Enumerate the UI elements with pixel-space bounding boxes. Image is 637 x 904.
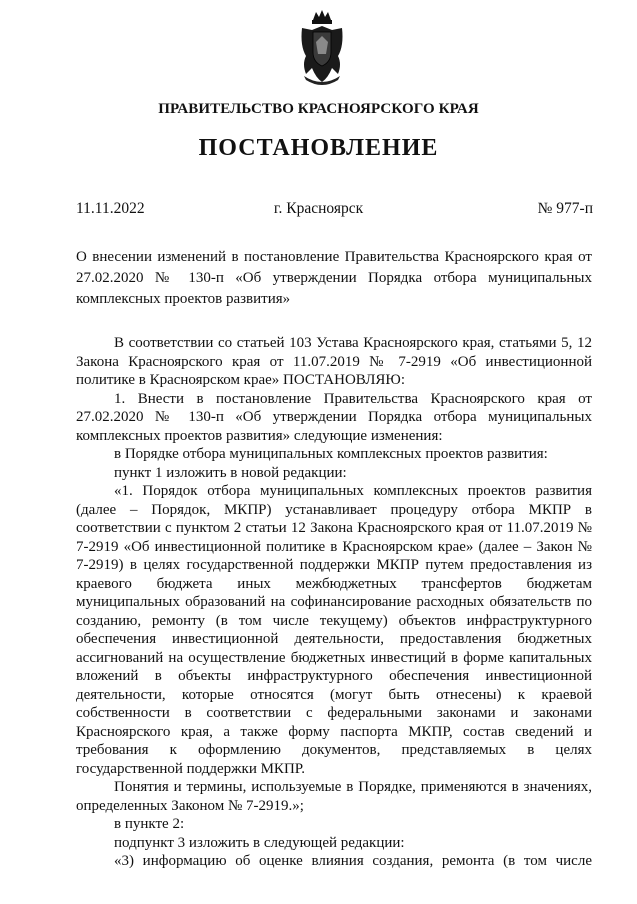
document-body xyxy=(76,334,592,871)
paragraph-subpoint-3: подпункт 3 изложить в следующей редакции: xyxy=(114,834,405,851)
government-title: ПРАВИТЕЛЬСТВО КРАСНОЯРСКОГО КРАЯ xyxy=(158,101,479,117)
document-number: № 977-п xyxy=(537,200,593,217)
paragraph-terms: Понятия и термины, используемые в Порядке, применяются в значениях, определенных Законом № 7-2919.»; xyxy=(76,779,592,814)
paragraph-point-2: в пункте 2: xyxy=(114,816,185,832)
paragraph-point-1-text: «1. Порядок отбора муниципальных комплексных проектов развития (далее – Порядок, МКПР) устанавливает процедуру отбора МКПР в соответствии с пунктом 2 статьи 12 Закона Красноярского края от 11.07.2019 № 7-2919 «Об инвестиционной политике в Красноярском крае» (далее – Закон № 7-2919) в целях государственной поддержки МКПР путем предоставления из краевого бюджета иных межбюджетных трансфертов бюджетам муниципальных образований на софинансирование расходных обязательств по созданию, ремонту (в том числе текущему) объектов инфраструктурного обеспечения инвестиционной деятельности, предоставления бюджетных ассигнований на осуществление бюджетных инвестиций в форме капитальных вложений в объекты инфраструктурного обеспечения инвестиционной деятельности, которые относятся (могут быть отнесены) к краевой собственности в соответствии с федеральными законами и законами Красноярского края, а также форму паспорта МКПР, состав сведений и требования к оформлению документов, представляемых в целях государственной поддержки МКПР. xyxy=(76,483,592,777)
paragraph-order: в Порядке отбора муниципальных комплексных проектов развития: xyxy=(114,446,548,462)
paragraph-preamble: В соответствии со статьей 103 Устава Красноярского края, статьями 5, 12 Закона Красноярского края от 11.07.2019 № 7-2919 «Об инвестиционной политике в Красноярском крае» ПОСТАНОВЛЯЮ: xyxy=(76,335,592,388)
document-city: г. Красноярск xyxy=(273,200,364,217)
paragraph-point-1: пункт 1 изложить в новой редакции: xyxy=(114,464,347,481)
document-subject: О внесении изменений в постановление Правительства Красноярского края от 27.02.2020 № 130-п «Об утверждении Порядка отбора муниципальных комплексных проектов развития» xyxy=(76,249,592,307)
document-type: ПОСТАНОВЛЕНИЕ xyxy=(198,135,439,161)
paragraph-subpoint-3-text: «3) информацию об оценке влияния создания, ремонта (в том числе xyxy=(114,853,592,869)
document-date: 11.11.2022 xyxy=(76,200,145,217)
coat-of-arms-icon xyxy=(296,8,348,86)
paragraph-item-1: 1. Внести в постановление Правительства Красноярского края от 27.02.2020 № 130-п «Об утверждении Порядка отбора муниципальных комплексных проектов развития» следующие изменения: xyxy=(76,390,592,444)
